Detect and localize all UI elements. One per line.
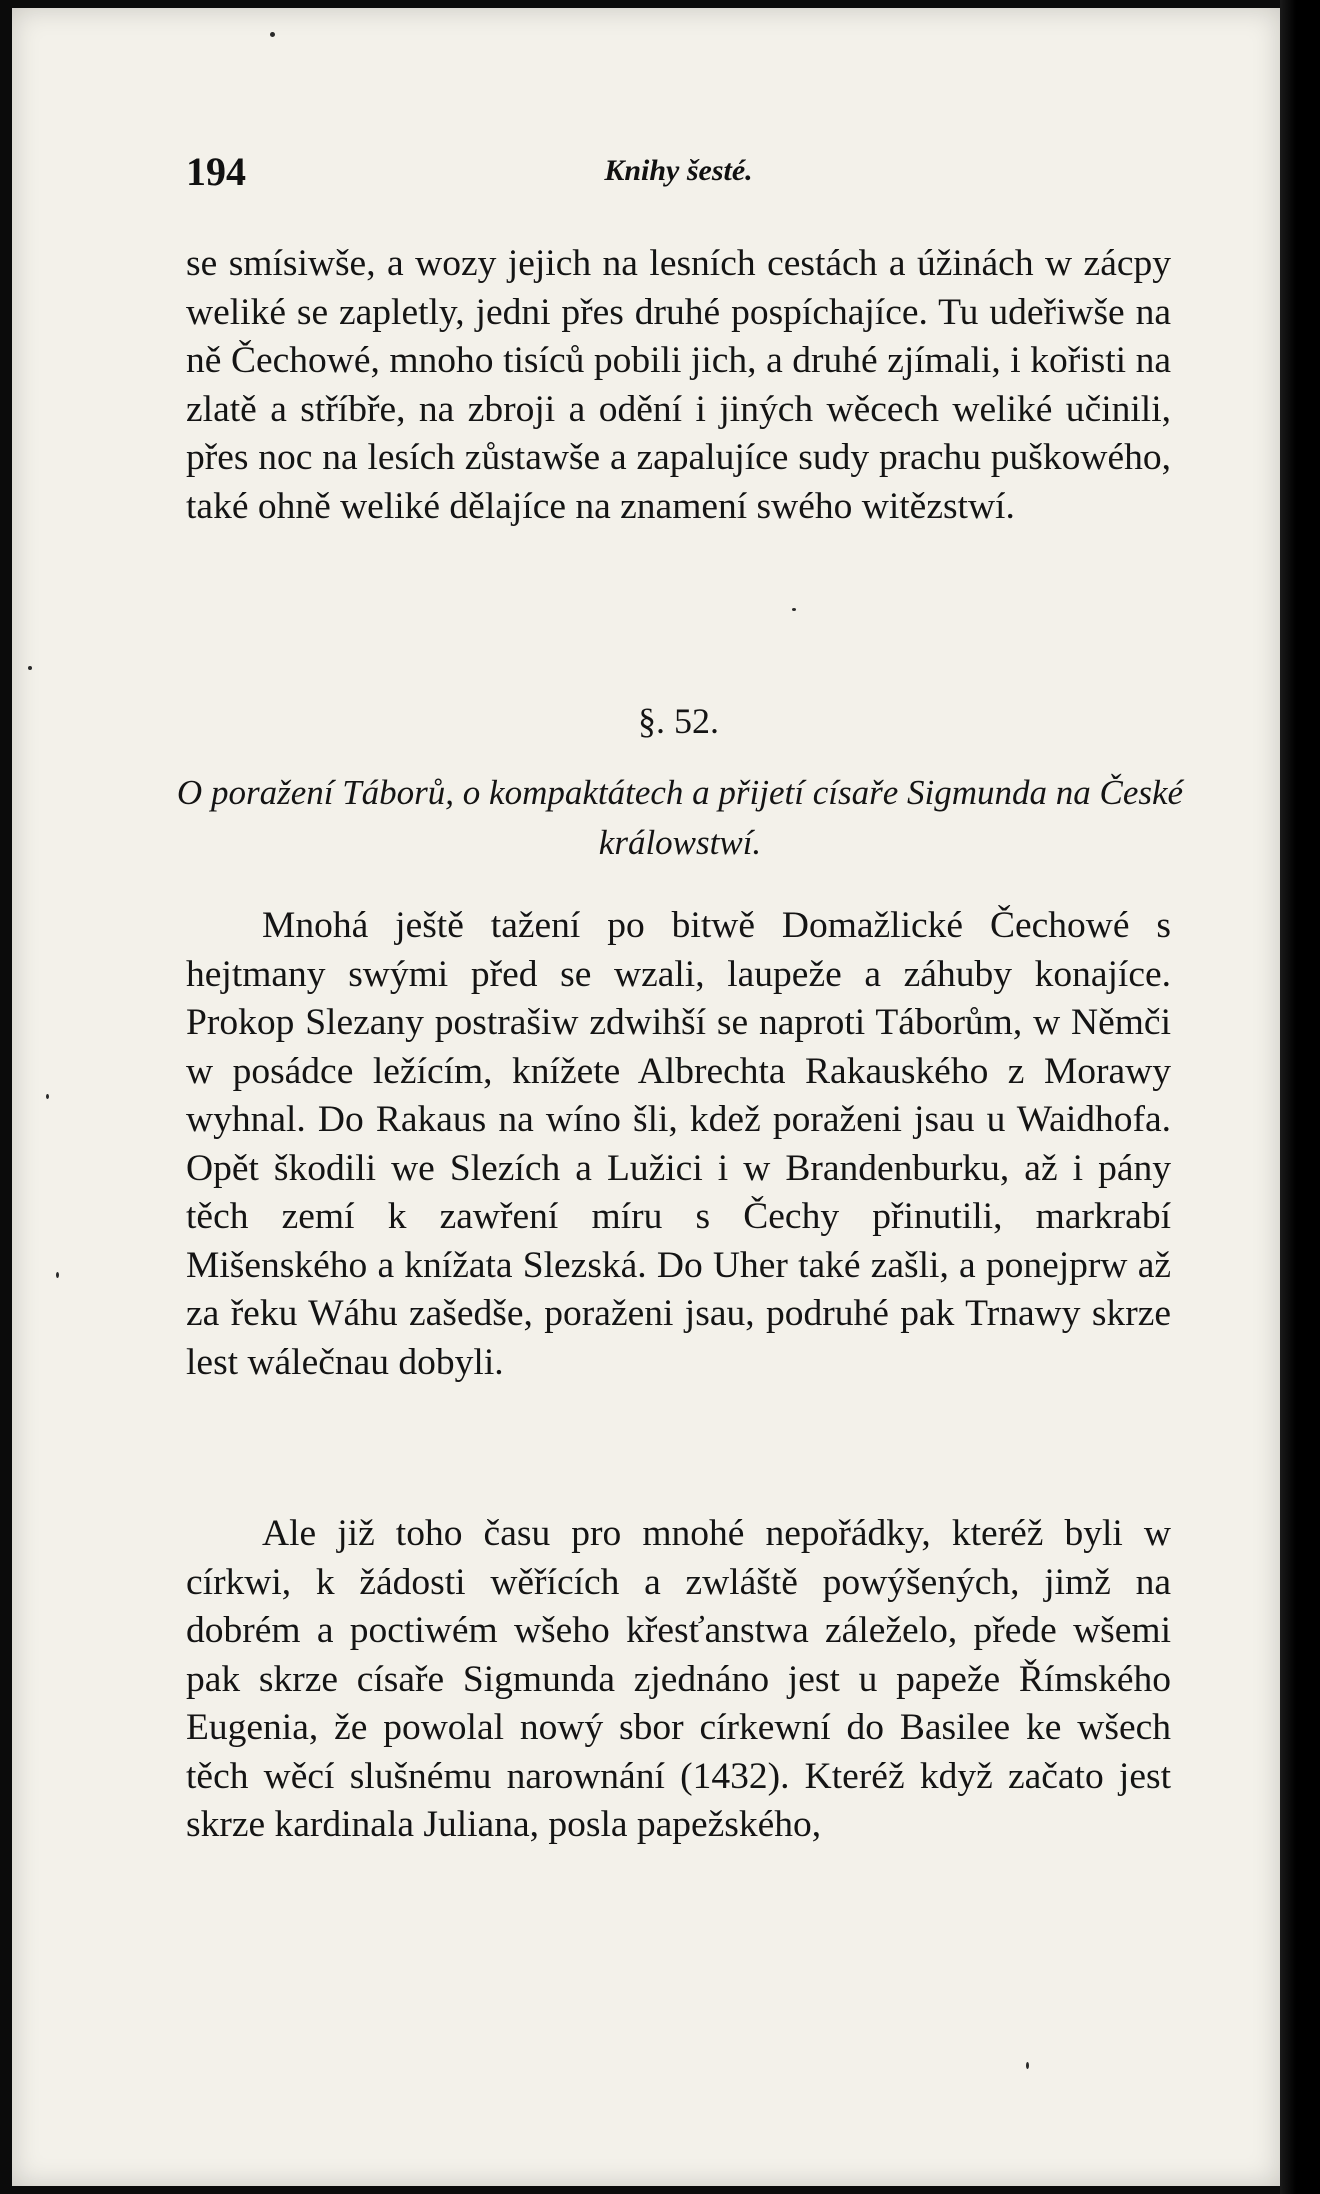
paper-speck [46, 1094, 49, 1099]
paper-speck [28, 666, 32, 670]
paragraph-3-text: Ale již toho času pro mnohé nepořádky, kteréž byli w církwi, k žádosti wěřících a zwláště powýšených, jimž na dobrém a poctiwém wšeho křesťanstwa záleželo, přede wšemi pak skrze císaře Sigmunda zjednáno jest u papeže Římského Eugenia, že powolal nowý sbor církewní do Basilee ke wšech těch wěcí slušnému narownání (1432). Kteréž když začato jest skrze kardinala Juliana, posla papežského, [186, 1513, 1171, 1845]
running-title: Knihy šesté. [604, 154, 753, 187]
paragraph-2 [186, 902, 1171, 1387]
paragraph-2-text: Mnohá ještě tažení po bitwě Domažlické Čechowé s hejtmany swými před se wzali, laupeže a záhuby konajíce. Prokop Slezany postrašiw zdwihší se naproti Táborům, w Němči w posádce ležícím, knížete Albrechta Rakauského z Morawy wyhnal. Do Rakaus na wíno šli, kdež poraženi jsau u Waidhofa. Opět škodili we Slezích a Lužici i w Brandenburku, až i pány těch zemí k zawření míru s Čechy přinutili, markrabí Mišenského a knížata Slezská. Do Uher také zašli, a ponejprw až za řeku Wáhu zašedše, poraženi jsau, podruhé pak Trnawy skrze lest wálečnau dobyli. [186, 905, 1171, 1383]
paragraph-3 [186, 1510, 1171, 1850]
paper-speck [56, 1272, 59, 1278]
paragraph-continued [186, 240, 1171, 531]
paper-speck [1026, 2062, 1029, 2069]
section-number: §. 52. [638, 701, 719, 741]
running-head [186, 148, 1171, 198]
paragraph-1-text: se smísiwše, a wozy jejich na lesních cestách a úžinách w zácpy weliké se zapletly, jedni přes druhé pospíchajíce. Tu udeřiwše na ně Čechowé, mnoho tisíců pobili jich, a druhé zjímali, i kořisti na zlatě a stříbře, na zbroji a odění i jiných wěcech weliké učinili, přes noc na lesích zůstawše a zapalujíce sudy prachu puškowého, také ohně weliké dělajíce na znamení swého witězstwí. [186, 243, 1171, 527]
page-edge-shadow [1280, 0, 1320, 2194]
section-heading: O poražení Táborů, o kompaktátech a přijetí císaře Sigmunda na České králowstwí. [176, 773, 1184, 862]
page-number: 194 [186, 149, 246, 194]
paper-speck [270, 32, 275, 37]
paper-speck [792, 608, 796, 611]
